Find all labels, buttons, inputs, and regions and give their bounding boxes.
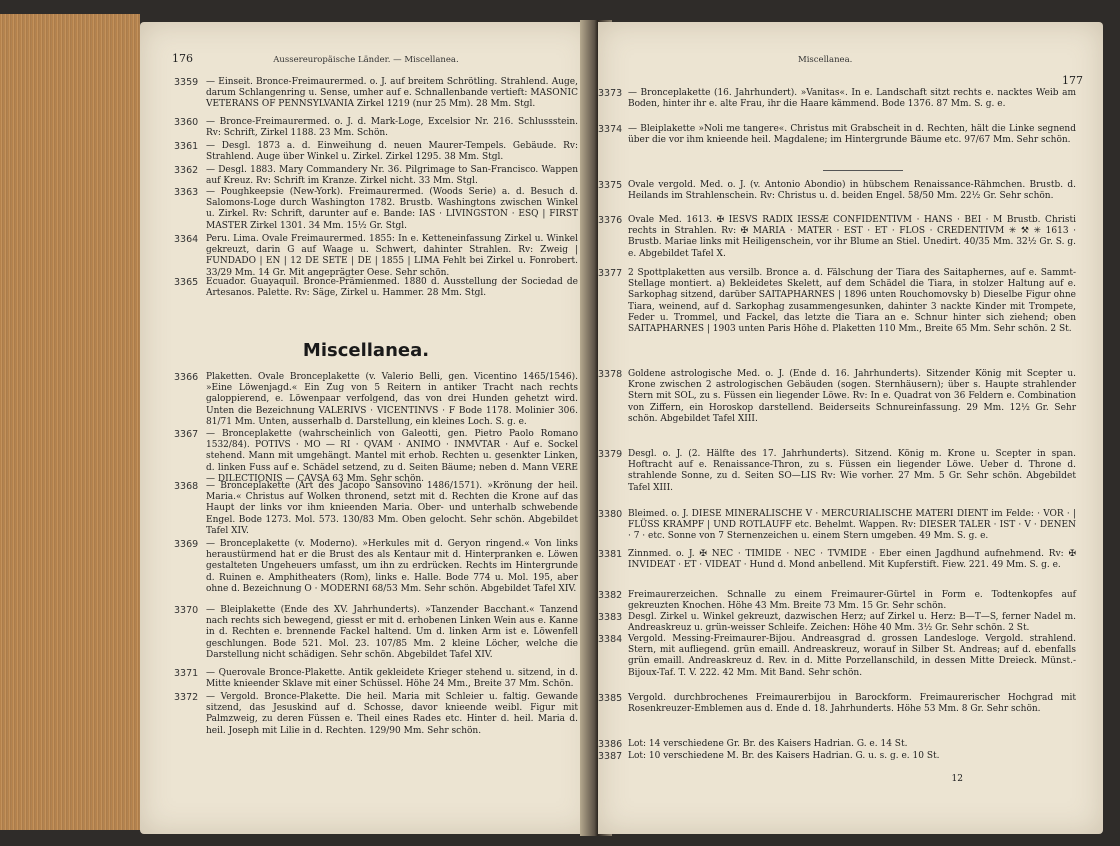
- lot-description: Goldene astrologische Med. o. J. (Ende d. 16. Jahrhunderts). Sitzender König mit Scepter u. Krone zwischen 2 astrologischen Gebäuden (sogen. Sternhäusern); über s. Haupte strahlender Stern mit SOL, zu s. Füssen ein liegender Löwe. Rv: In e. Quadrat von 36 Feldern e. Combination von Ziffern, ein Horoskop darstellend. Beiderseits Schnureinfassung. 29 Mm. 12½ Gr. Sehr schön. Abgebildet Tafel XIII.: [628, 369, 1076, 424]
- lot-number: 3386: [598, 739, 623, 750]
- lot-number: 3370: [174, 605, 199, 616]
- lot-number: 3383: [598, 612, 623, 623]
- lot-number: 3359: [174, 77, 199, 88]
- lot-number: 3365: [174, 277, 199, 288]
- lot-description: Plaketten. Ovale Bronceplakette (v. Valerio Belli, gen. Vicentino 1465/1546). »Eine Löwenjagd.« Ein Zug von 5 Reitern in antiker Tracht nach rechts galoppierend, e. Löwenpaar verfolgend, das von drei Hunden gehetzt wird. Unten die Bezeichnung VALERIVS · VICENTINVS · F Bode 1178. Molinier 306. 81/71 Mm. Unten, ausserhalb d. Darstellung, ein kleines Loch. S. g. e.: [206, 372, 578, 427]
- right-running-head: Miscellanea.: [798, 55, 853, 65]
- lot-description: — Bronceplakette (wahrscheinlich von Galeotti, gen. Pietro Paolo Romano 1532/84). POTIVS · MO — RI · QVAM · ANIMO · INMVTAR · Auf e. Sockel stehend. Mann mit umgehängt. Mantel mit erhob. Rechten u. gesenkter Linken, d. linken Fuss auf e. Schädel setzend, zu d. Seiten Bäume; neben d. Mann VERE — DILECTIONIS — CAVSA 63 Mm. Sehr schön.: [206, 429, 578, 484]
- lot-number: 3384: [598, 634, 623, 645]
- lot-description: Ecuador. Guayaquil. Bronce-Prämienmed. 1880 d. Ausstellung der Sociedad de Artesanos. Palette. Rv: Säge, Zirkel u. Hammer. 28 Mm. Stgl.: [206, 277, 578, 299]
- lot-number: 3377: [598, 268, 623, 279]
- book-page-edges: [0, 14, 140, 830]
- lot-description: Bleimed. o. J. DIESE MINERALISCHE V · MERCURIALISCHE MATERI DIENT im Felde: · VOR · | FLÜSS KRAMPF | UND ROTLAUFF etc. Behelmt. Wappen. Rv: DIESER TALER · IST · V · DENEN · 7 · etc. Sonne von 7 Sternenzeichen u. einem Stern umgeben. 49 Mm. S. g. e.: [628, 509, 1076, 542]
- right-page: [598, 22, 1103, 834]
- lot-number: 3375: [598, 180, 623, 191]
- lot-number: 3361: [174, 141, 199, 152]
- lot-number: 3385: [598, 693, 623, 704]
- lot-description: — Bronceplakette (v. Moderno). »Herkules mit d. Geryon ringend.« Von links heraustürmend hat er die Brust des als Kentaur mit d. Hinterpranken e. Löwen gestalteten Ungeheuers umfasst, um ihn zu erdrücken. Rechts im Hintergrunde d. Ruinen e. Amphitheaters (Rom), links e. Halle. Bode 774 u. Mol. 195, aber ohne d. Bezeichnung O · MODERNI 68/53 Mm. Sehr schön. Abgebildet Tafel XIV.: [206, 539, 578, 594]
- lot-description: — Bleiplakette (Ende des XV. Jahrhunderts). »Tanzender Bacchant.« Tanzend nach rechts sich bewegend, giesst er mit d. erhobenen Linken Wein aus e. Kanne in d. Rechten e. brennende Fackel haltend. Um d. linken Arm ist e. Löwenfell geschlungen. Bode 521. Mol. 23. 107/85 Mm. 2 kleine Löcher, welche die Darstellung nicht schädigen. Sehr schön. Abgebildet Tafel XIV.: [206, 605, 578, 660]
- lot-number: 3378: [598, 369, 623, 380]
- lot-description: Ovale Med. 1613. ✠ IESVS RADIX IESSÆ CONFIDENTIVM · HANS · BEI · M Brustb. Christi rechts in Strahlen. Rv: ✠ MARIA · MATER · EST · ET · FLOS · CREDENTIVM ✳ ⚒ ✳ 1613 · Brustb. Mariae links mit Heiligenschein, vor ihr Blume an Stiel. Unedirt. 40/35 Mm. 32½ Gr. S. g. e. Abgebildet Tafel X.: [628, 215, 1076, 259]
- lot-number: 3371: [174, 668, 199, 679]
- lot-description: — Desgl. 1883. Mary Commandery Nr. 36. Pilgrimage to San-Francisco. Wappen auf Kreuz. Rv: Schrift im Kranze. Zirkel nicht. 33 Mm. Stgl.: [206, 165, 578, 187]
- lot-number: 3366: [174, 372, 199, 383]
- lot-description: — Bronceplakette (16. Jahrhundert). »Vanitas«. In e. Landschaft sitzt rechts e. nacktes Weib am Boden, hinter ihr e. alte Frau, ihr die Haare kämmend. Bode 1376. 87 Mm. S. g. e.: [628, 88, 1076, 110]
- separator-rule: [823, 170, 903, 171]
- lot-description: Ovale vergold. Med. o. J. (v. Antonio Abondio) in hübschem Renaissance-Rähmchen. Brustb. d. Heilands im Strahlenschein. Rv: Christus u. d. beiden Engel. 58/50 Mm. 22½ Gr. Sehr schön.: [628, 180, 1076, 202]
- lot-description: — Bleiplakette »Noli me tangere«. Christus mit Grabscheit in d. Rechten, hält die Linke segnend über die vor ihm knieende heil. Magdalene; im Hintergrunde Bäume etc. 97/67 Mm. Sehr schön.: [628, 124, 1076, 146]
- left-page: [140, 22, 592, 834]
- lot-number: 3367: [174, 429, 199, 440]
- lot-description: Desgl. Zirkel u. Winkel gekreuzt, dazwischen Herz; auf Zirkel u. Herz: B—T—S, ferner Nadel m. Andreaskreuz u. grün-weisser Schleife. Zeichen: Höhe 40 Mm. 3½ Gr. Sehr schön. 2 St.: [628, 612, 1076, 634]
- lot-number: 3387: [598, 751, 623, 762]
- lot-number: 3372: [174, 692, 199, 703]
- lot-number: 3363: [174, 187, 199, 198]
- lot-description: Vergold. Messing-Freimaurer-Bijou. Andreasgrad d. grossen Landesloge. Vergold. strahlend. Stern, mit aufliegend. grün emaill. Andreaskreuz, worauf in Silber St. Andreas; auf d. ebenfalls grün emaill. Andreaskreuz d. Rev. in d. Mitte Porzellanschild, in dessen Mitte Dreieck. Münst.-Bijoux-Taf. T. V. 222. 42 Mm. Mit Band. Sehr schön.: [628, 634, 1076, 678]
- lot-number: 3381: [598, 549, 623, 560]
- lot-description: — Desgl. 1873 a. d. Einweihung d. neuen Maurer-Tempels. Gebäude. Rv: Strahlend. Auge über Winkel u. Zirkel. Zirkel 1295. 38 Mm. Stgl.: [206, 141, 578, 163]
- lot-number: 3379: [598, 449, 623, 460]
- lot-description: — Vergold. Bronce-Plakette. Die heil. Maria mit Schleier u. faltig. Gewande sitzend, das Jesuskind auf d. Schosse, davor knieende weibl. Figur mit Palmzweig, zu deren Füssen e. Theil eines Rades etc. Hinter d. heil. Maria d. heil. Joseph mit Lilie in d. Rechten. 129/90 Mm. Sehr schön.: [206, 692, 578, 736]
- lot-number: 3380: [598, 509, 623, 520]
- lot-number: 3364: [174, 234, 199, 245]
- lot-number: 3382: [598, 590, 623, 601]
- lot-number: 3374: [598, 124, 623, 135]
- lot-number: 3368: [174, 481, 199, 492]
- signature-mark: 12: [951, 774, 963, 784]
- lot-number: 3360: [174, 117, 199, 128]
- lot-description: 2 Spottplaketten aus versilb. Bronce a. d. Fälschung der Tiara des Saitaphernes, auf e. Sammt-Stellage montiert. a) Bekleidetes Skelett, auf dem Schädel die Tiara, in stolzer Haltung auf e. Sarkophag sitzend, darüber SAITAPHARNES | 1896 unten Rouchomovsky b) Dieselbe Figur ohne Tiara, weinend, auf d. Sarkophag zusammengesunken, dahinter 3 nackte Kinder mit Trompete, Feder u. Trommel, und Fackel, das letzte die Tiara an e. Schnur hinter sich ziehend; oben SAITAPHARNES | 1903 unten Paris Höhe d. Plaketten 110 Mm., Breite 65 Mm. Sehr schön. 2 St.: [628, 268, 1076, 335]
- lot-number: 3373: [598, 88, 623, 99]
- lot-number: 3376: [598, 215, 623, 226]
- right-page-number: 177: [1062, 74, 1083, 87]
- lot-description: — Querovale Bronce-Plakette. Antik gekleidete Krieger stehend u. sitzend, in d. Mitte knieender Sklave mit einer Schüssel. Höhe 24 Mm., Breite 37 Mm. Schön.: [206, 668, 578, 690]
- lot-description: Freimaurerzeichen. Schnalle zu einem Freimaurer-Gürtel in Form e. Todtenkopfes auf gekreuzten Knochen. Höhe 43 Mm. Breite 73 Mm. 15 Gr. Sehr schön.: [628, 590, 1076, 612]
- lot-number: 3369: [174, 539, 199, 550]
- lot-description: Lot: 14 verschiedene Gr. Br. des Kaisers Hadrian. G. e. 14 St.: [628, 739, 908, 749]
- lot-description: Lot: 10 verschiedene M. Br. des Kaisers Hadrian. G. u. s. g. e. 10 St.: [628, 751, 940, 761]
- lot-number: 3362: [174, 165, 199, 176]
- lot-description: Vergold. durchbrochenes Freimaurerbijou in Barockform. Freimaurerischer Hochgrad mit Rosenkreuzer-Emblemen aus d. Ende d. 18. Jahrhunderts. Höhe 53 Mm. 8 Gr. Sehr schön.: [628, 693, 1076, 715]
- left-running-head: Aussereuropäische Länder. — Miscellanea.: [273, 55, 459, 65]
- lot-description: — Bronce-Freimaurermed. o. J. d. Mark-Loge, Excelsior Nr. 216. Schlussstein. Rv: Schrift, Zirkel 1188. 23 Mm. Schön.: [206, 117, 578, 139]
- section-title: Miscellanea.: [302, 340, 430, 361]
- lot-description: Desgl. o. J. (2. Hälfte des 17. Jahrhunderts). Sitzend. König m. Krone u. Scepter in span. Hoftracht auf e. Renaissance-Thron, zu s. Füssen ein liegender Löwe. Ueber d. Throne d. strahlende Sonne, zu d. Seiten SO—LIS Rv: Wie vorher. 27 Mm. 5 Gr. Sehr schön. Abgebildet Tafel XIII.: [628, 449, 1076, 493]
- lot-description: — Poughkeepsie (New-York). Freimaurermed. (Woods Serie) a. d. Besuch d. Salomons-Loge durch Washington 1782. Brustb. Washingtons zwischen Winkel u. Zirkel. Rv: Schrift, darunter auf e. Bande: IAS · LIVINGSTON · ESQ | FIRST MASTER Zirkel 1301. 34 Mm. 15½ Gr. Stgl.: [206, 187, 578, 231]
- lot-description: — Einseit. Bronce-Freimaurermed. o. J. auf breitem Schrötling. Strahlend. Auge, darum Schlangenring u. Sense, umher auf e. Schnallenbande vertieft: MASONIC VETERANS OF PENNSYLVANIA Zirkel 1219 (nur 25 Mm). 28 Mm. Stgl.: [206, 77, 578, 110]
- lot-description: — Bronceplakette (Art des Jacopo Sansovino 1486/1571). »Krönung der heil. Maria.« Christus auf Wolken thronend, setzt mit d. Rechten die Krone auf das Haupt der links vor ihm knieenden Maria. Ober- und unterhalb schwebende Engel. Bode 1273. Mol. 573. 130/83 Mm. Oben gelocht. Sehr schön. Abgebildet Tafel XIV.: [206, 481, 578, 536]
- lot-description: Peru. Lima. Ovale Freimaurermed. 1855: In e. Ketteneinfassung Zirkel u. Winkel gekreuzt, darin G auf Waage u. Schwert, dahinter Strahlen. Rv: Zweig | FUNDADO | EN | 12 DE SETE | DE | 1855 | LIMA Fehlt bei Zirkel u. Fonrobert. 33/29 Mm. 14 Gr. Mit angeprägter Oese. Sehr schön.: [206, 234, 578, 278]
- left-page-number: 176: [172, 52, 193, 65]
- lot-description: Zinnmed. o. J. ✠ NEC · TIMIDE · NEC · TVMIDE · Eber einen Jagdhund aufnehmend. Rv: ✠ INVIDEAT · ET · VIDEAT · Hund d. Mond anbellend. Mit Kupferstift. Fiew. 221. 49 Mm. S. g. e.: [628, 549, 1076, 571]
